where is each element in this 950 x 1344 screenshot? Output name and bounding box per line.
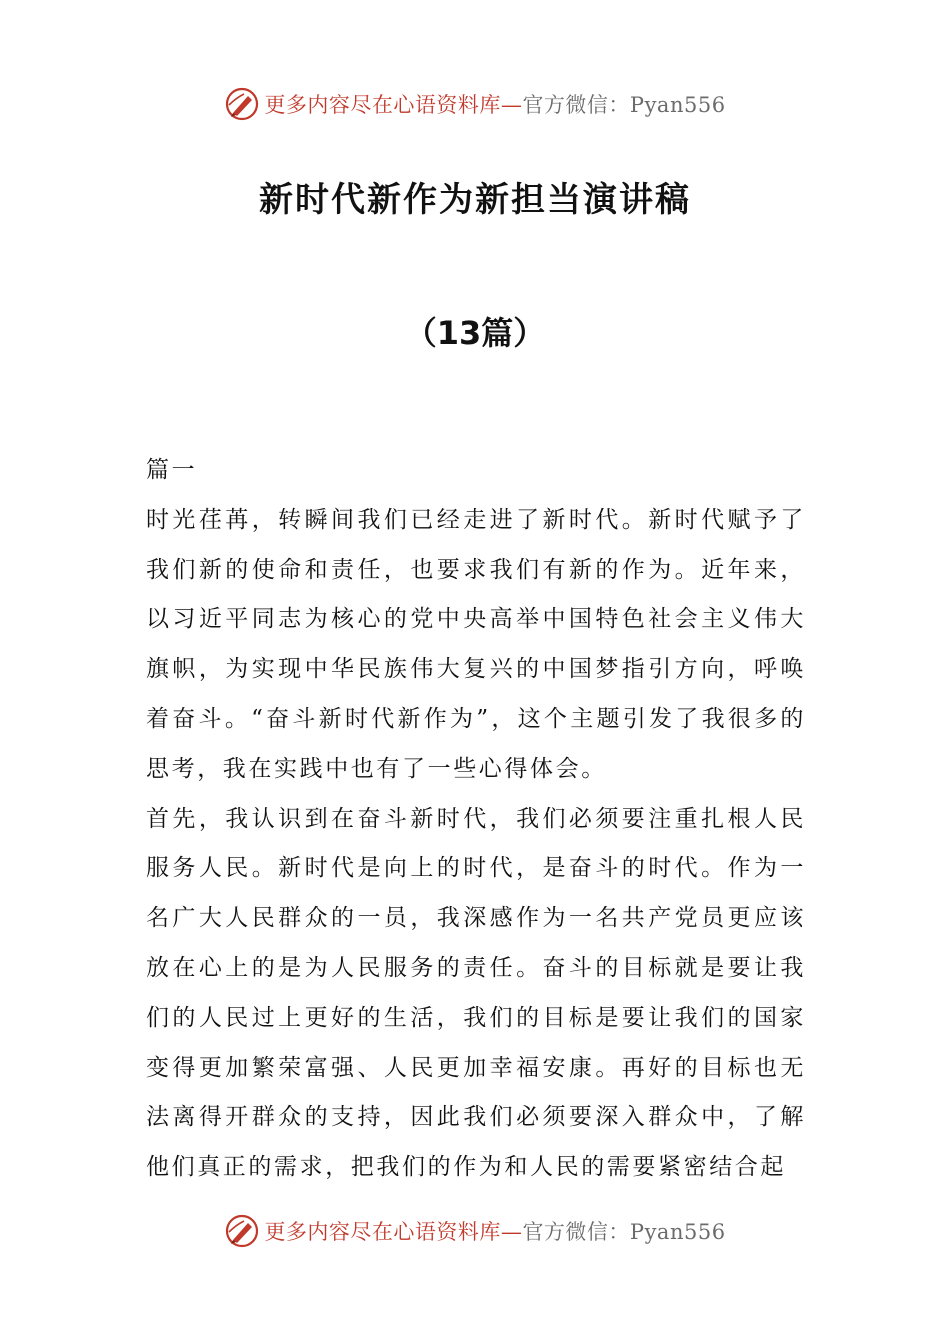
pen-logo-icon <box>224 1213 260 1249</box>
document-body <box>146 446 806 1193</box>
header-banner-text <box>264 89 725 119</box>
footer-banner-wechat: 官方微信：Pyan556 <box>522 1220 726 1244</box>
section-label: 篇一 <box>146 457 198 483</box>
document-title: 新时代新作为新担当演讲稿 <box>259 180 691 220</box>
header-banner <box>0 84 950 124</box>
header-banner-wechat: 官方微信：Pyan556 <box>522 93 726 117</box>
header-banner-main: 更多内容尽在心语资料库— <box>264 93 523 117</box>
footer-banner-main: 更多内容尽在心语资料库— <box>264 1220 523 1244</box>
paragraph-2: 首先，我认识到在奋斗新时代，我们必须要注重扎根人民服务人民。新时代是向上的时代，是奋斗的时代。作为一名广大人民群众的一员，我深感作为一名共产党员更应该放在心上的是为人民服务的责任。奋斗的目标就是要让我们的人民过上更好的生活，我们的目标是要让我们的国家变得更加繁荣富强、人民更加幸福安康。再好的目标也无法离得开群众的支持，因此我们必须要深入群众中，了解他们真正的需求，把我们的作为和人民的需要紧密结合起 <box>146 805 806 1181</box>
pen-logo-icon <box>224 86 260 122</box>
document-subtitle: （13篇） <box>404 314 546 352</box>
footer-banner <box>0 1211 950 1251</box>
footer-banner-text <box>264 1216 725 1246</box>
paragraph-1: 时光荏苒，转瞬间我们已经走进了新时代。新时代赋予了我们新的使命和责任，也要求我们有新的作为。近年来，以习近平同志为核心的党中央高举中国特色社会主义伟大旗帜，为实现中华民族伟大复兴的中国梦指引方向，呼唤着奋斗。“奋斗新时代新作为”，这个主题引发了我很多的思考，我在实践中也有了一些心得体会。 <box>146 506 806 782</box>
